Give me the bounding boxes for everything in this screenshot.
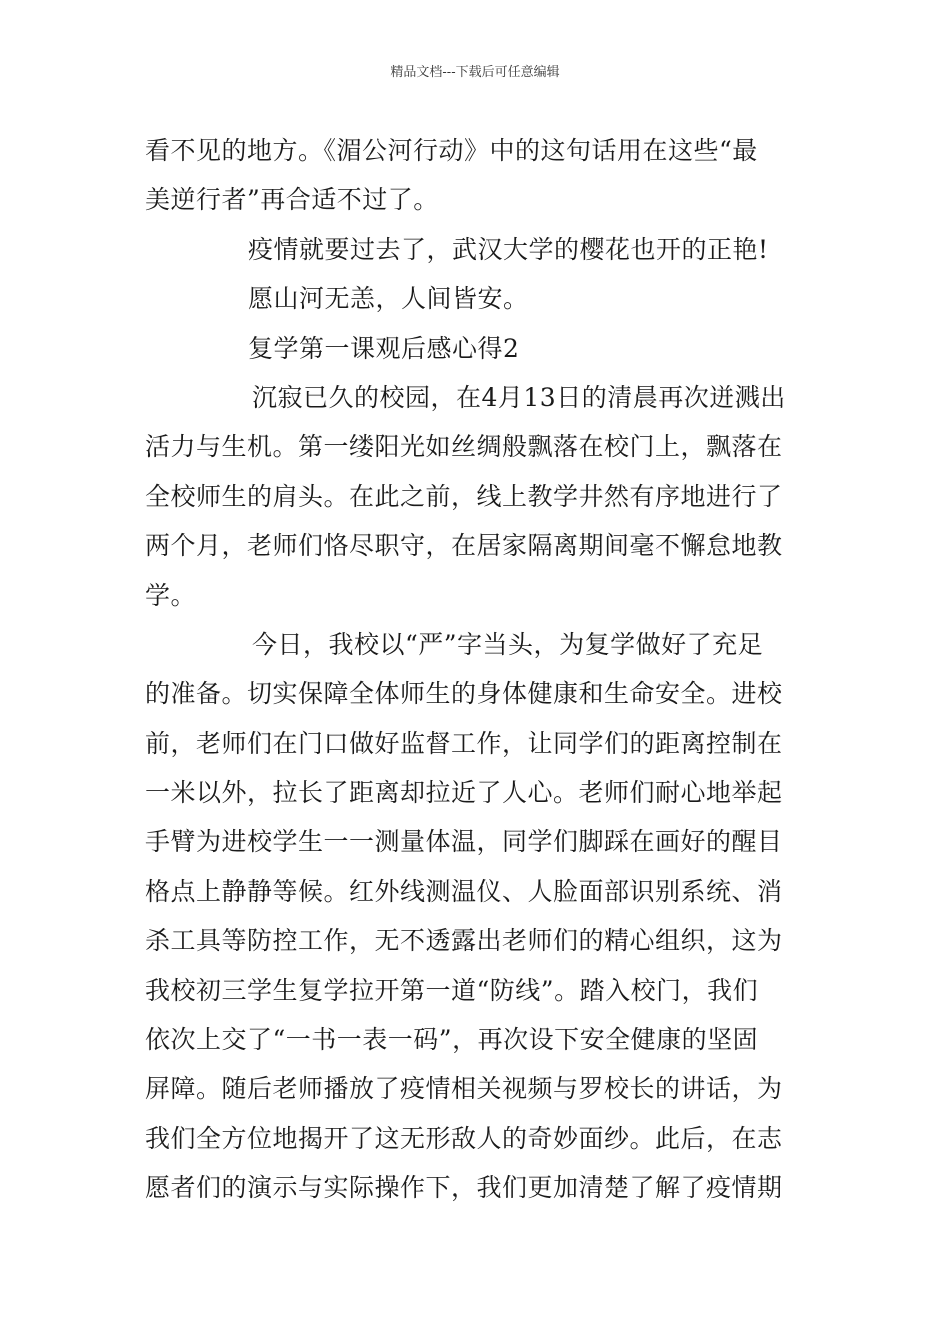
text-line: 今日，我校以“严”字当头，为复学做好了充足 [252, 629, 764, 659]
text-line: 两个月，老师们恪尽职守，在居家隔离期间毫不懈怠地教 [145, 531, 783, 561]
text-line: 我校初三学生复学拉开第一道“防线”。踏入校门，我们 [145, 975, 759, 1005]
text-line: 我们全方位地揭开了这无形敌人的奇妙面纱。此后，在志 [145, 1123, 783, 1153]
text-line: 看不见的地方。《湄公河行动》中的这句话用在这些“最 [145, 136, 758, 165]
text-line: 的准备。切实保障全体师生的身体健康和生命安全。进校 [145, 679, 783, 709]
text-line: 疫情就要过去了，武汉大学的樱花也开的正艳! [248, 234, 769, 264]
text-line: 杀工具等防控工作，无不透露出老师们的精心组织，这为 [145, 926, 783, 956]
section-heading: 复学第一课观后感心得2 [248, 333, 520, 363]
text-line: 学。 [145, 580, 197, 610]
text-line: 沉寂已久的校园，在4月13日的清晨再次迸溅出 [252, 382, 786, 412]
document-body [145, 126, 807, 1213]
text-line: 一米以外，拉长了距离却拉近了人心。老师们耐心地举起 [145, 778, 783, 808]
document-header: 精品文档---下载后可任意编辑 [390, 65, 560, 80]
text-line: 手臂为进校学生一一测量体温，同学们脚踩在画好的醒目 [145, 827, 783, 857]
text-line: 美逆行者”再合适不过了。 [145, 185, 439, 215]
text-line: 前，老师们在门口做好监督工作，让同学们的距离控制在 [145, 728, 783, 758]
text-line: 愿者们的演示与实际操作下，我们更加清楚了解了疫情期 [145, 1173, 783, 1203]
text-line: 全校师生的肩头。在此之前，线上教学井然有序地进行了 [145, 481, 783, 511]
text-line: 格点上静静等候。红外线测温仪、人脸面部识别系统、消 [145, 876, 783, 906]
text-line: 愿山河无恙，人间皆安。 [248, 284, 529, 314]
text-line: 依次上交了“一书一表一码”，再次设下安全健康的坚固 [145, 1025, 759, 1055]
text-line: 屏障。随后老师播放了疫情相关视频与罗校长的讲话，为 [145, 1074, 783, 1104]
text-line: 活力与生机。第一缕阳光如丝绸般飘落在校门上，飘落在 [145, 432, 783, 462]
